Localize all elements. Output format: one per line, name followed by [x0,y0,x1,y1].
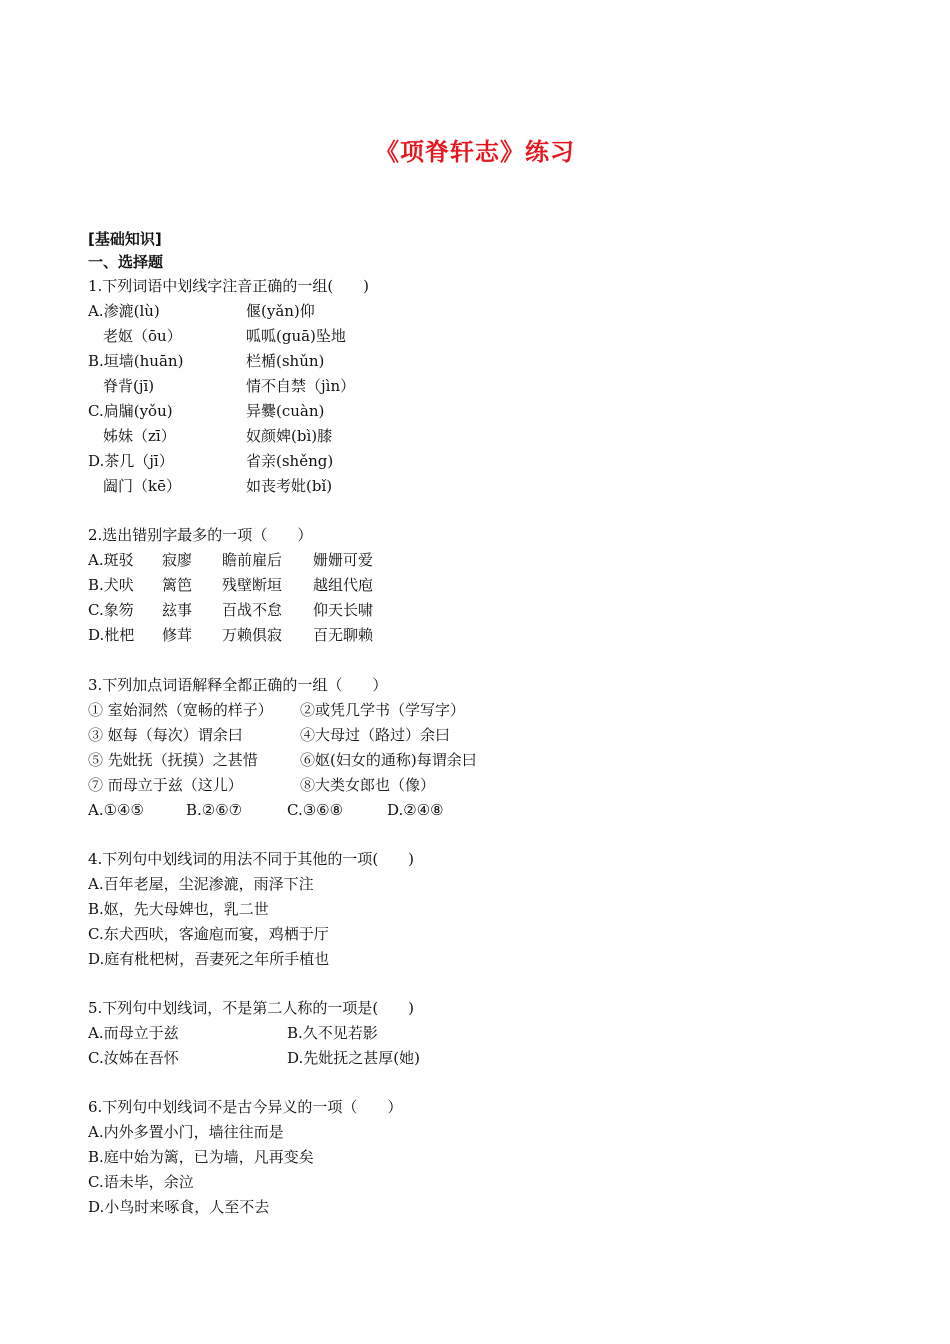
q3-options [88,800,688,820]
q3-option: B.②⑥⑦ [186,801,243,819]
q1-row [88,426,688,446]
q3-cell: ⑤ 先妣抚（抚摸）之甚惜 [88,751,258,769]
q4-option: D.庭有枇杷树，吾妻死之年所手植也 [88,950,330,968]
q2-cell: 寂廖 [162,551,193,569]
q3-option: D.②④⑧ [387,801,444,819]
question-5-stem: 5.下列句中划线词，不是第二人称的一项是( ) [88,999,415,1017]
q1-option-cell: 偃(yǎn)仰 [246,302,315,320]
q3-cell: ⑥妪(妇女的通称)每谓余曰 [300,751,477,769]
q1-option-cell: C.扃牖(yǒu) [88,402,173,420]
q3-option: C.③⑥⑧ [287,801,344,819]
q5-option: A.而母立于兹 [88,1024,179,1042]
q1-option-cell: B.垣墙(huān) [88,352,184,370]
q2-cell: D.枇杷 [88,626,135,644]
q1-option-cell: 呱呱(guā)坠地 [246,327,346,345]
q2-row [88,550,688,570]
q1-option-cell: 栏楯(shǔn) [246,352,325,370]
q2-cell: 百无聊赖 [313,626,374,644]
q2-cell: 瞻前雇后 [222,551,283,569]
q1-option-cell: 异爨(cuàn) [246,402,325,420]
q3-cell: ②或凭几学书（学写字） [300,701,466,719]
question-6-stem: 6.下列句中划线词不是古今异义的一项（ ） [88,1098,403,1116]
q6-option: C.语未毕，余泣 [88,1173,194,1191]
q2-cell: 修茸 [162,626,193,644]
q4-option: C.东犬西吠，客逾庖而宴，鸡栖于厅 [88,925,329,943]
q2-cell: 越组代庖 [313,576,374,594]
q1-row [88,476,688,496]
q3-cell: ① 室始洞然（宽畅的样子） [88,701,273,719]
q1-option-cell: 老妪（ōu） [88,327,182,345]
q2-cell: 玆事 [162,601,193,619]
q2-row [88,600,688,620]
question-1-stem: 1.下列词语中划线字注音正确的一组( ) [88,277,370,295]
q5-row [88,1023,688,1043]
q5-option: B.久不见若影 [287,1024,378,1042]
q5-option: D.先妣抚之甚厚(她) [287,1049,420,1067]
q2-cell: 姗姗可爱 [313,551,374,569]
q1-row [88,376,688,396]
q4-option: A.百年老屋，尘泥渗漉，雨泽下注 [88,875,314,893]
q2-cell: A.斑驳 [88,551,134,569]
q3-cell: ⑧大类女郎也（像） [300,776,436,794]
q1-row [88,451,688,471]
q1-option-cell: 姊妹（zī） [88,427,176,445]
q5-row [88,1048,688,1068]
q1-option-cell: 奴颜婢(bì)膝 [246,427,333,445]
question-3-stem: 3.下列加点词语解释全都正确的一组（ ） [88,676,388,694]
q5-option: C.汝姊在吾怀 [88,1049,179,1067]
q3-row [88,750,688,770]
q6-option: A.内外多置小门，墙往往而是 [88,1123,284,1141]
q2-cell: 万赖俱寂 [222,626,283,644]
q2-cell: 篱笆 [162,576,193,594]
q3-row [88,775,688,795]
q6-option: D.小鸟时来啄食，人至不去 [88,1198,270,1216]
q3-cell: ④大母过（路过）余曰 [300,726,451,744]
part-heading: 一、选择题 [88,253,164,271]
page-title: 《项脊轩志》练习 [375,138,575,166]
q2-row [88,625,688,645]
q1-row [88,351,688,371]
q1-option-cell: 阖门（kē） [88,477,181,495]
question-4-stem: 4.下列句中划线词的用法不同于其他的一项( ) [88,850,415,868]
q1-row [88,326,688,346]
q1-option-cell: 省亲(shěng) [246,452,334,470]
q2-cell: 仰天长啸 [313,601,374,619]
q1-row [88,401,688,421]
q2-row [88,575,688,595]
q3-cell: ⑦ 而母立于兹（这儿） [88,776,243,794]
q1-option-cell: 如丧考妣(bǐ) [246,477,333,495]
q1-row [88,301,688,321]
q3-cell: ③ 妪每（每次）谓余曰 [88,726,243,744]
q3-row [88,700,688,720]
q1-option-cell: A.渗漉(lù) [88,302,160,320]
q1-option-cell: 情不自禁（jìn） [246,377,356,395]
q2-cell: 残壁断垣 [222,576,283,594]
q1-option-cell: 脊背(jī) [88,377,155,395]
q1-option-cell: D.茶几（jī） [88,452,174,470]
q3-row [88,725,688,745]
section-header: [基础知识] [88,230,162,248]
q2-cell: 百战不怠 [222,601,283,619]
q2-cell: C.象笏 [88,601,134,619]
q3-option: A.①④⑤ [88,801,144,819]
q6-option: B.庭中始为篱，已为墙，凡再变矣 [88,1148,314,1166]
question-2-stem: 2.选出错别字最多的一项（ ） [88,526,313,544]
q4-option: B.妪，先大母婢也，乳二世 [88,900,269,918]
q2-cell: B.犬吠 [88,576,134,594]
